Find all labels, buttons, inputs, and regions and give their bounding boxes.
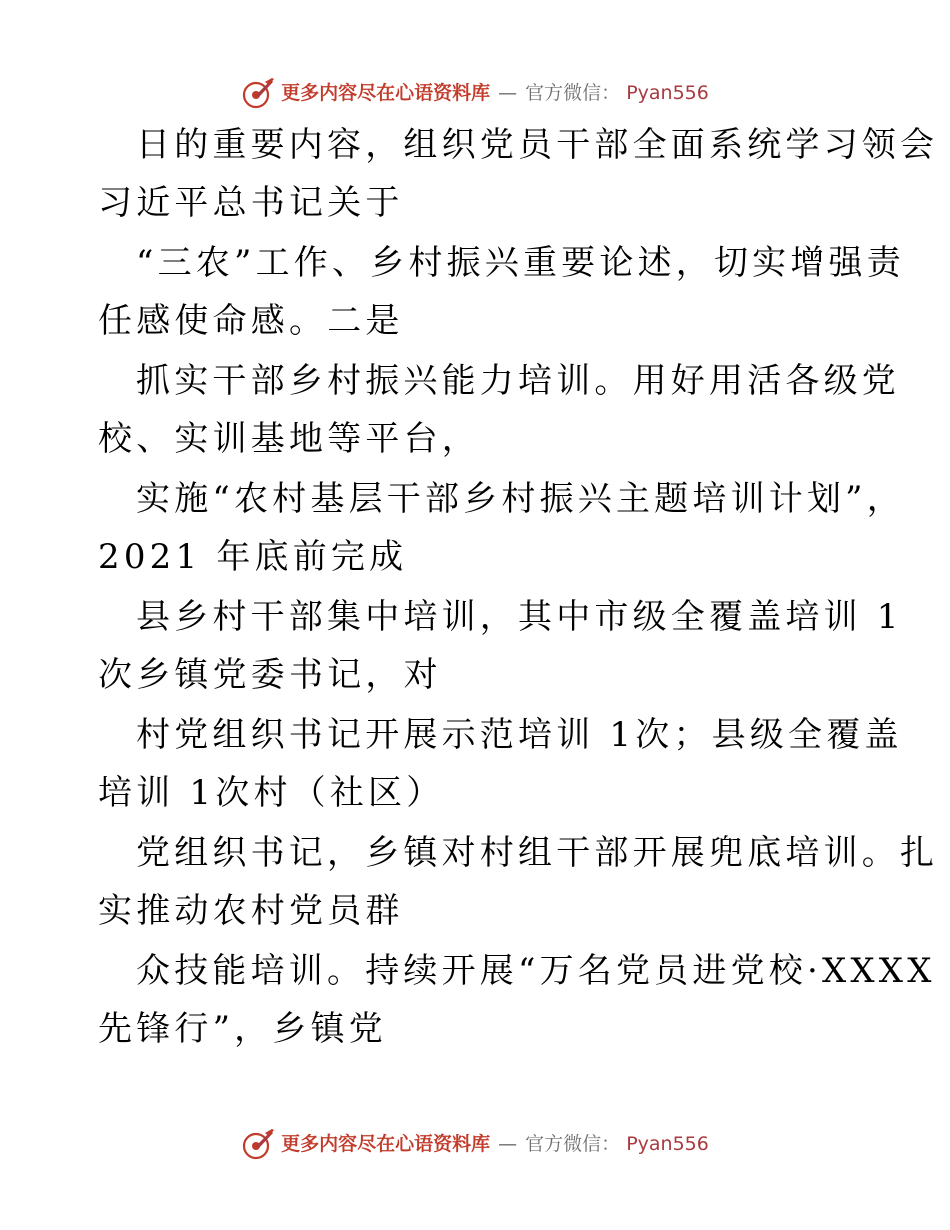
footer-watermark-banner [0, 1127, 950, 1161]
text-line: 党组织书记，乡镇对村组干部开展兜底培训。扎 [136, 833, 939, 873]
quill-pen-logo-icon [241, 1127, 275, 1161]
text-line: 日的重要内容，组织党员干部全面系统学习领会 [136, 125, 939, 165]
text-line: 抓实干部乡村振兴能力培训。用好用活各级党 [136, 361, 900, 401]
quill-pen-logo-icon [241, 76, 275, 110]
text-line: 实推动农村党员群 [98, 891, 404, 931]
text-line: 任感使命感。二是 [98, 301, 404, 341]
text-line: 众技能培训。持续开展“万名党员进党校·XXXX [136, 951, 936, 991]
text-line: 习近平总书记关于 [98, 183, 404, 223]
banner-brand-text: 更多内容尽在心语资料库 [281, 1133, 491, 1155]
banner-separator: — [498, 82, 518, 104]
banner-wechat-account: Pyan556 [626, 82, 709, 104]
text-line: 校、实训基地等平台， [98, 419, 480, 459]
text-line: “三农”工作、乡村振兴重要论述，切实增强责 [136, 243, 905, 283]
header-watermark-banner [0, 76, 950, 110]
banner-wechat-label: 官方微信： [525, 82, 621, 104]
text-line: 村党组织书记开展示范培训 1次；县级全覆盖 [136, 715, 903, 755]
text-line: 实施“农村基层干部乡村振兴主题培训计划”， [136, 479, 905, 519]
text-line: 次乡镇党委书记，对 [98, 655, 442, 695]
banner-separator: — [498, 1133, 518, 1155]
banner-wechat-account: Pyan556 [626, 1133, 709, 1155]
text-line: 培训 1次村（社区） [98, 773, 445, 813]
text-line: 2021 年底前完成 [98, 537, 408, 577]
text-line: 县乡村干部集中培训，其中市级全覆盖培训 1 [136, 597, 903, 637]
text-line: 先锋行”，乡镇党 [98, 1009, 387, 1049]
banner-wechat-label: 官方微信： [525, 1133, 621, 1155]
banner-brand-text: 更多内容尽在心语资料库 [281, 82, 491, 104]
